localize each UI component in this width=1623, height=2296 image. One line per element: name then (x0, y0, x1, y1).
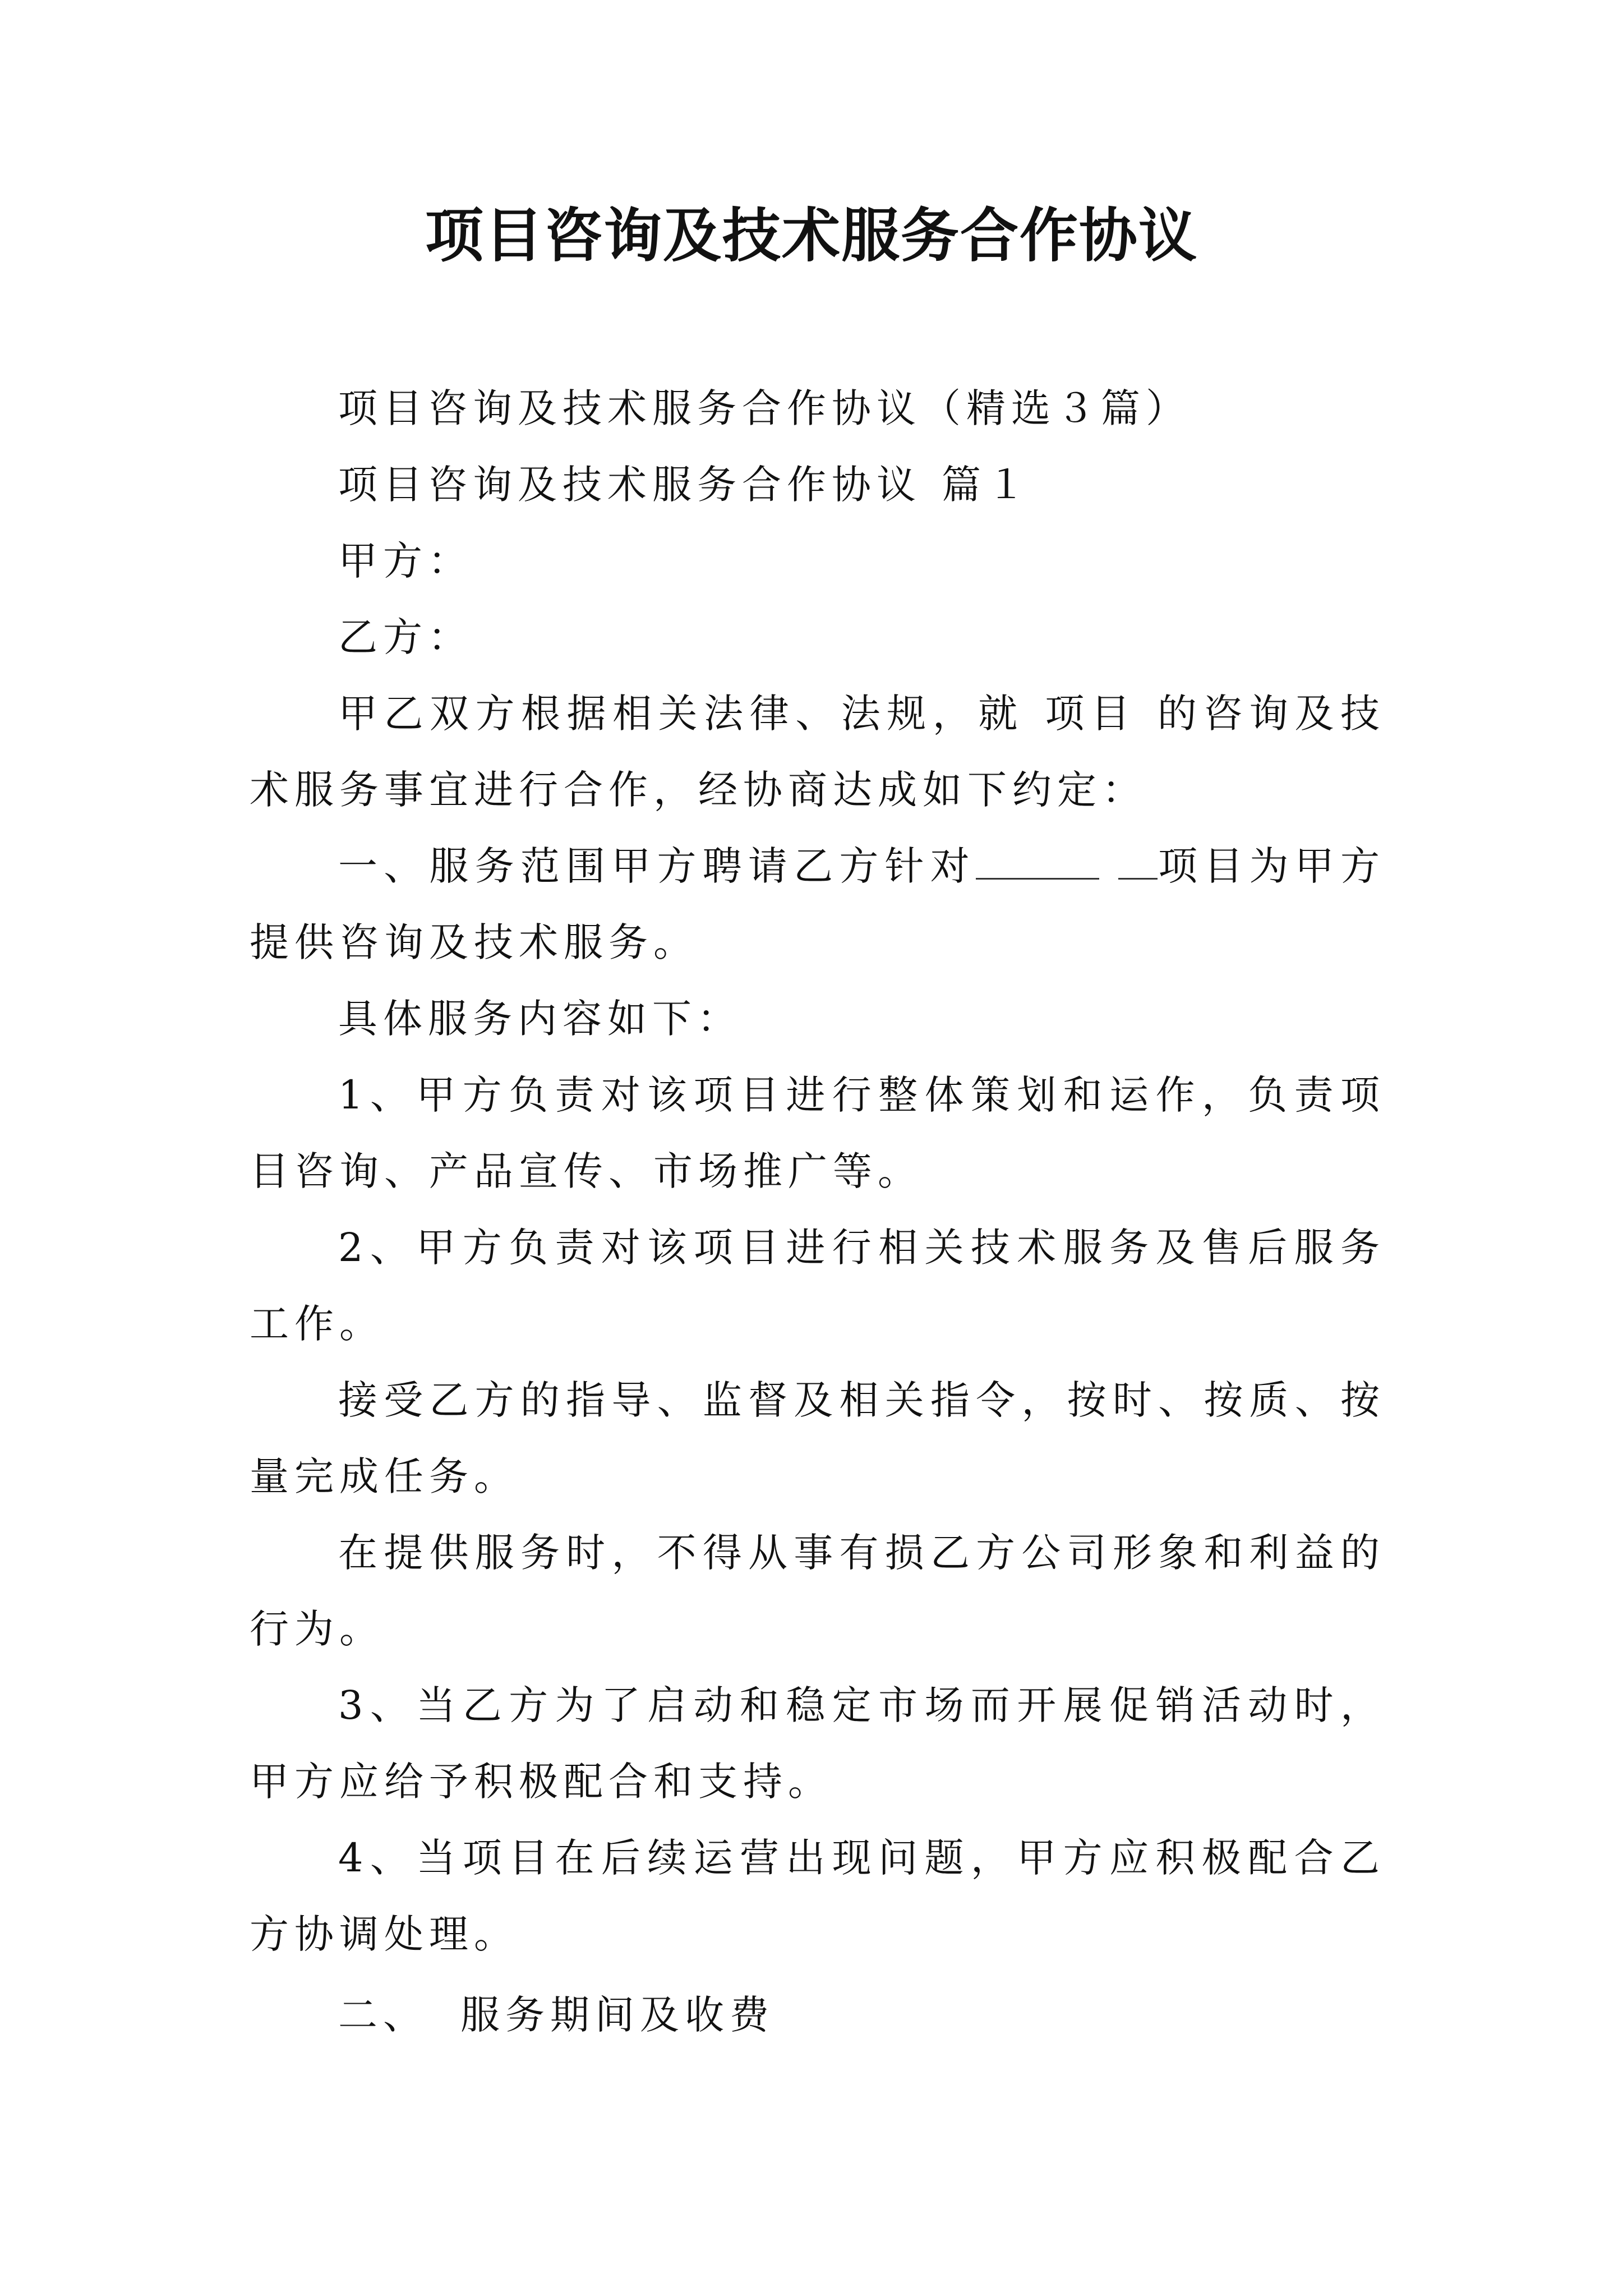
clause-2-number: 二、 (338, 1992, 428, 2038)
intro-project: 项目 (1044, 691, 1137, 737)
item-2: 2、甲方负责对该项目进行相关技术服务及售后服务工作。 (250, 1225, 1385, 1347)
document-title: 项目咨询及技术服务合作协议 (425, 201, 1198, 270)
fill-in-blank (976, 872, 1099, 880)
item-3: 3、当乙方为了启动和稳定市场而开展促销活动时，甲方应给予积极配合和支持。 (250, 1682, 1385, 1805)
clause-1-suffix: 项目为甲方提供咨询及技术服务。 (250, 843, 1386, 965)
content-heading: 具体服务内容如下： (338, 996, 742, 1042)
part-heading (250, 447, 1385, 523)
clause-2-text: 服务期间及收费 (460, 1992, 774, 2038)
party-b-line: 乙方： (338, 614, 473, 660)
document-body (250, 370, 1385, 2053)
item-2-b: 在提供服务时，不得从事有损乙方公司形象和利益的行为。 (250, 1530, 1385, 1652)
item-4: 4、当项目在后续运营出现问题，甲方应积极配合乙方协调处理。 (250, 1835, 1385, 1957)
intro-text-2: 的咨询及技术服务事宜进行合作，经协商达成如下约定： (250, 691, 1386, 813)
party-a-line: 甲方： (338, 538, 473, 584)
part-heading-suffix: 篇１ (942, 462, 1031, 508)
fill-in-blank (1118, 872, 1158, 880)
item-1: 1、甲方负责对该项目进行整体策划和运作，负责项目咨询、产品宣传、市场推广等。 (250, 1072, 1385, 1194)
intro-paragraph (250, 675, 1385, 828)
clause-1 (250, 828, 1385, 981)
document-subtitle: 项目咨询及技术服务合作协议（精选３篇） (338, 385, 1191, 431)
item-2-a: 接受乙方的指导、监督及相关指令，按时、按质、按量完成任务。 (250, 1377, 1385, 1499)
part-heading-main: 项目咨询及技术服务合作协议 (338, 462, 921, 508)
clause-1-prefix: 一、服务范围甲方聘请乙方针对 (338, 843, 976, 889)
intro-text-1: 甲乙双方根据相关法律、法规，就 (338, 691, 1024, 737)
clause-2 (250, 1977, 1385, 2053)
